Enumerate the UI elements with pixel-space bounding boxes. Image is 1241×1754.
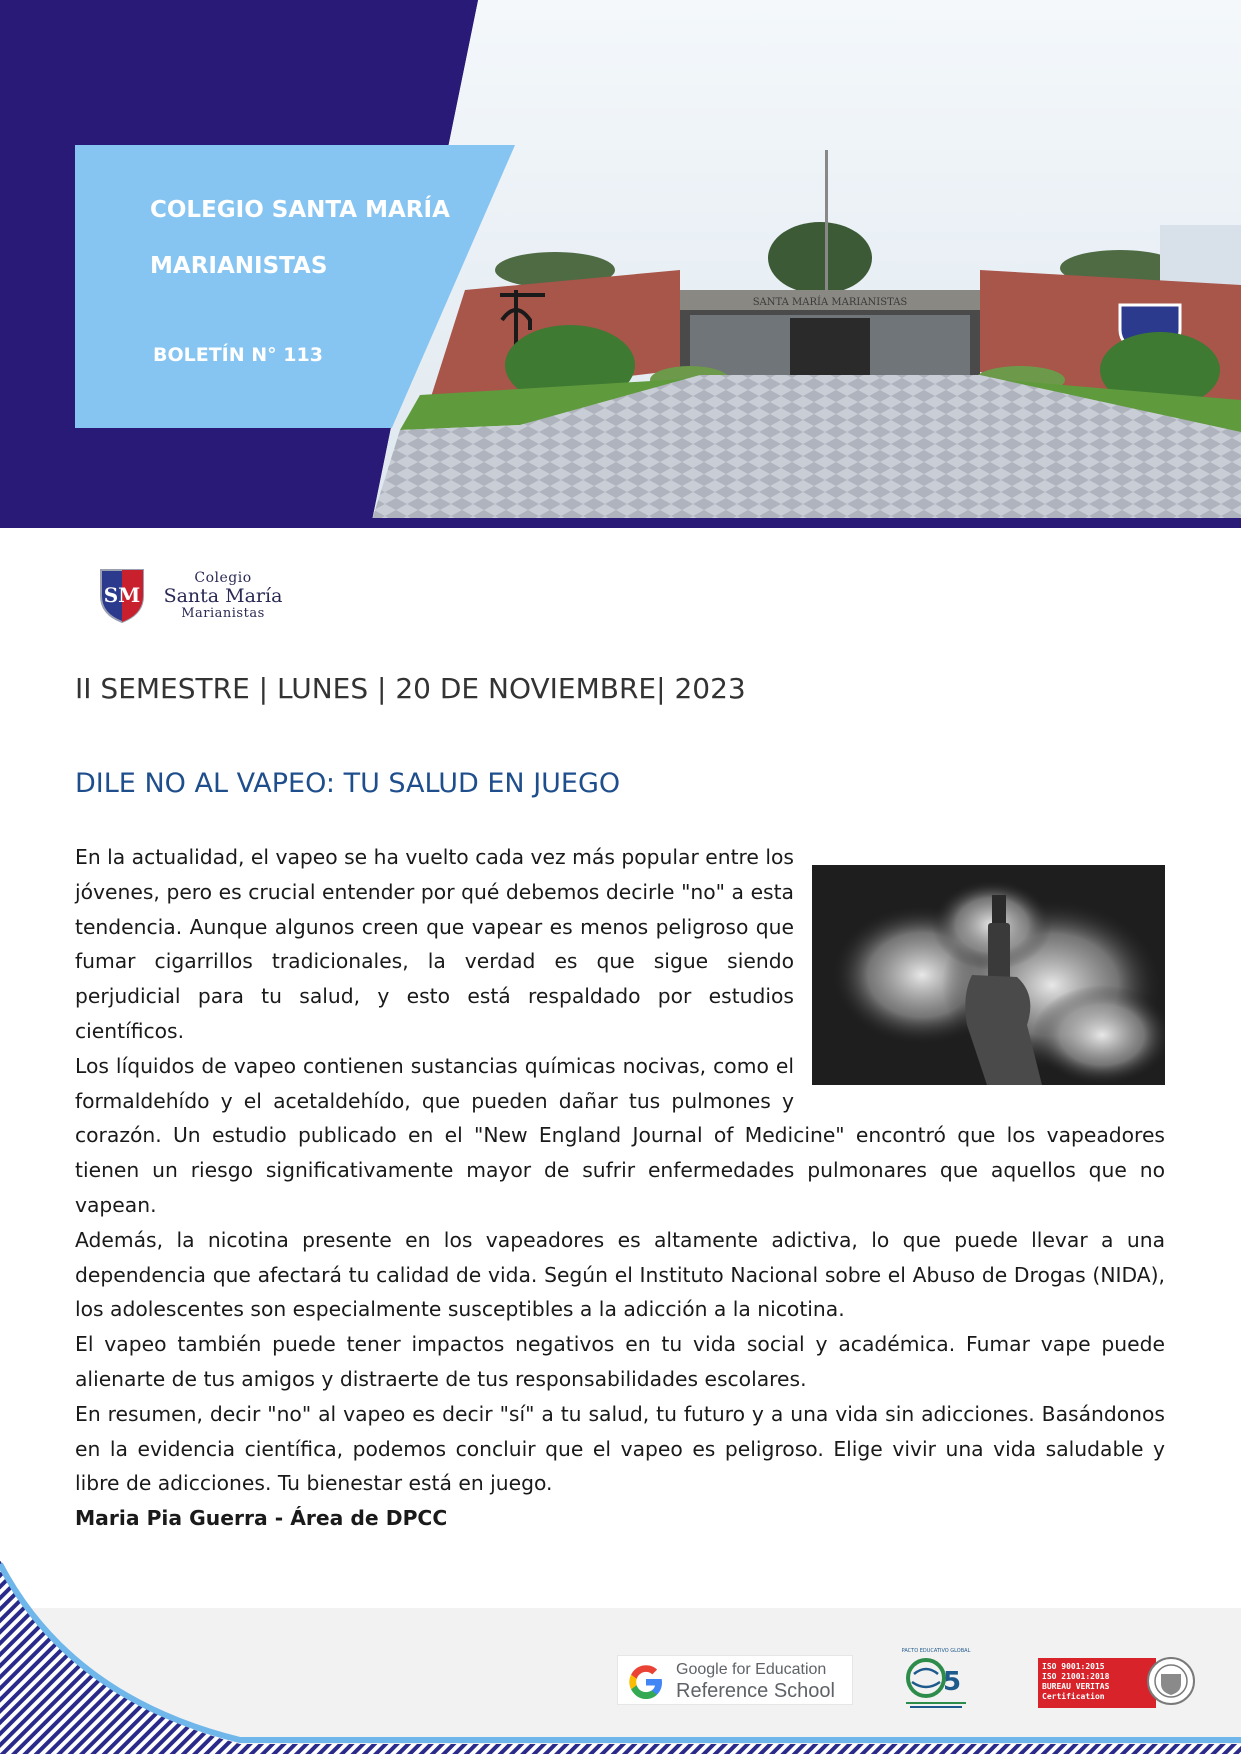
globe-icon bbox=[908, 1660, 944, 1696]
shield-icon bbox=[98, 566, 146, 624]
iso-certification-badge bbox=[1038, 1650, 1196, 1710]
google-reference-school-badge bbox=[617, 1655, 853, 1705]
school-name-line1: COLEGIO SANTA MARÍA bbox=[150, 197, 450, 223]
bureau-veritas-seal-icon bbox=[1146, 1650, 1196, 1712]
logo-line1: Colegio bbox=[194, 570, 252, 586]
school-name-line2: MARIANISTAS bbox=[150, 253, 328, 279]
svg-text:5: 5 bbox=[942, 1667, 962, 1697]
article-body bbox=[75, 840, 1165, 1536]
iso-line3: BUREAU VERITAS bbox=[1042, 1682, 1110, 1691]
article-paragraph: Además, la nicotina presente en los vapeadores es altamente adictiva, lo que puede llevar a una dependencia que afectará tu calidad de vida. Según el Instituto Nacional sobre el Abuso de Drogas (NIDA), los adolescentes son especialmente susceptibles a la adicción a la nicotina. bbox=[75, 1227, 1165, 1322]
article-author: Maria Pia Guerra - Área de DPCC bbox=[75, 1506, 448, 1531]
logo-line3: Marianistas bbox=[181, 606, 265, 621]
logo-line2: Santa María bbox=[163, 585, 283, 607]
google-g-icon bbox=[626, 1662, 666, 1702]
vape-smoke-photo bbox=[812, 865, 1165, 1085]
article-paragraph: En resumen, decir "no" al vapeo es decir "sí" a tu salud, tu futuro y a una vida sin adicciones. Basándonos en la evidencia científica, podemos concluir que el vapeo es peligroso. Elige vivir una vida saludable y libre de adicciones. Tu bienestar está en juego. bbox=[75, 1401, 1165, 1496]
shield-letters: SM bbox=[103, 583, 141, 607]
article-title: DILE NO AL VAPEO: TU SALUD EN JUEGO bbox=[75, 768, 621, 799]
google-badge-line1: Google for Education bbox=[676, 1661, 827, 1678]
article-paragraph: El vapeo también puede tener impactos negativos en tu vida social y académica. Fumar vape puede alienarte de tus amigos y distraerte de tus responsabilidades escolares. bbox=[75, 1332, 1165, 1391]
pacto-educativo-badge bbox=[896, 1646, 976, 1714]
article-paragraph: En la actualidad, el vapeo se ha vuelto cada vez más popular entre los jóvenes, pero es crucial entender por qué debemos decirle "no" a esta tendencia. Aunque algunos creen que vapear es menos peligroso que fumar cigarrillos tradicionales, la verdad es que sigue siendo perjudicial para tu salud, y esto está respaldado por estudios científicos. bbox=[75, 845, 794, 1043]
iso-line1: ISO 9001:2015 bbox=[1042, 1662, 1105, 1671]
pacto-badge-text: PACTO EDUCATIVO GLOBAL bbox=[901, 1648, 971, 1654]
iso-line4: Certification bbox=[1042, 1692, 1105, 1701]
bulletin-number: BOLETÍN N° 113 bbox=[153, 344, 323, 366]
building-sign: SANTA MARÍA MARIANISTAS bbox=[752, 297, 908, 308]
page-footer bbox=[0, 1550, 1241, 1754]
iso-line2: ISO 21001:2018 bbox=[1042, 1672, 1110, 1681]
header-banner bbox=[0, 0, 1241, 528]
article-paragraph: Los líquidos de vapeo contienen sustancias químicas nocivas, como el formaldehído y el acetaldehído, que pueden dañar tus pulmones y corazón. Un estudio publicado en el "New England Journal of Medicine" encontró que los vapeadores tienen un riesgo significativamente mayor de sufrir enfermedades pulmonares que aquellos que no vapean. bbox=[75, 1053, 1165, 1217]
semester-date-line: II SEMESTRE | LUNES | 20 DE NOVIEMBRE| 2023 bbox=[75, 672, 746, 705]
school-logo bbox=[98, 566, 298, 626]
google-badge-line2: Reference School bbox=[676, 1680, 835, 1702]
